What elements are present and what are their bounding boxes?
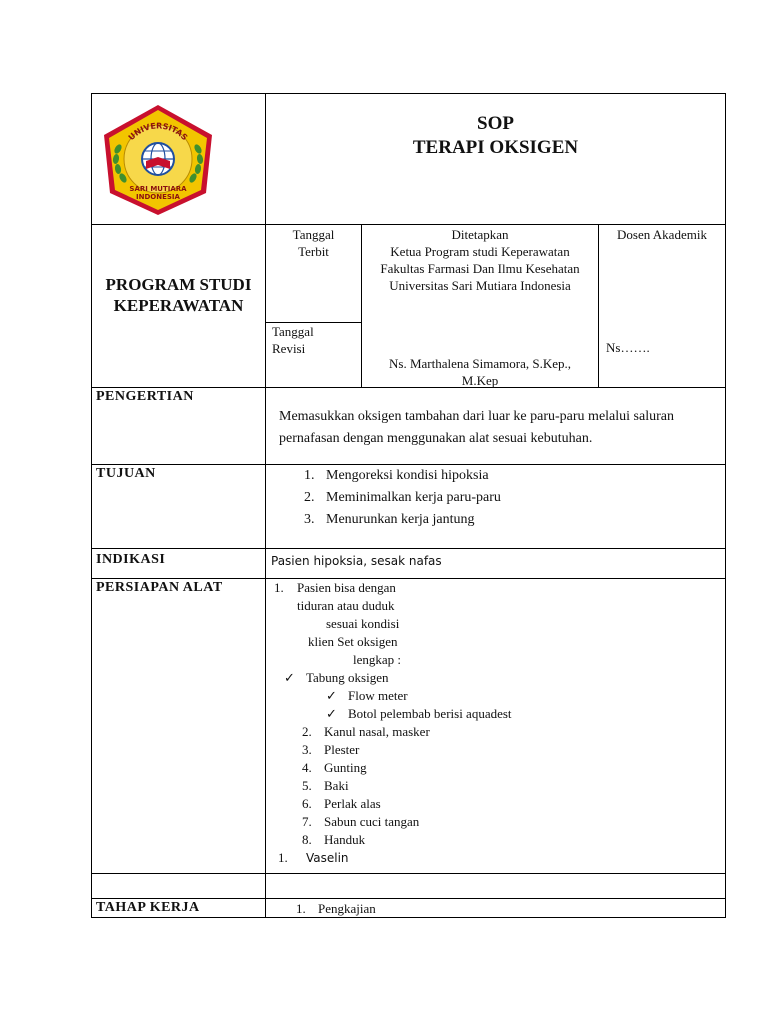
ditetapkan-line4: Universitas Sari Mutiara Indonesia [389,278,571,293]
list-item: 1. Mengoreksi kondisi hipoksia [304,468,489,483]
program-line1: PROGRAM STUDI [105,275,252,294]
terbit-line1: Tanggal [292,227,335,242]
signer-name [362,355,598,389]
check-icon: ✓ [326,706,337,721]
ditetapkan-line1: Ditetapkan [451,227,509,242]
persiapan-content [266,579,725,871]
revisi-line1: Tanggal [272,324,314,339]
intro-line5: lengkap : [353,652,402,667]
ditetapkan-line2: Ketua Program studi Keperawatan [390,244,570,259]
intro-num: 1. [274,580,284,595]
list-item: 4. Gunting [302,760,367,775]
title-line2: TERAPI OKSIGEN [412,137,579,158]
list-item: 2. Meminimalkan kerja paru-paru [304,490,501,505]
logo-name-line2: INDONESIA [136,193,180,201]
pengertian-label: PENGERTIAN [96,389,194,404]
list-item: 5. Baki [302,778,349,793]
list-item: 6. Perlak alas [302,796,381,811]
indikasi-part1: Pasien hipoksia [271,554,364,568]
signer-line2: M.Kep [461,373,499,388]
tujuan-list [304,465,714,531]
tabung-item: ✓ Tabung oksigen [284,670,389,685]
intro-line2: tiduran atau duduk [297,598,395,613]
ditetapkan-block [362,226,598,294]
document-title [266,112,725,160]
list-item: 3. Menurunkan kerja jantung [304,512,475,527]
list-item: 2. Kanul nasal, masker [302,724,430,739]
indikasi-text [271,553,442,569]
list-item: 3. Plester [302,742,360,757]
intro-line3: sesuai kondisi [326,616,400,631]
intro-line4: klien Set oksigen [308,634,398,649]
pengertian-line1: Memasukkan oksigen tambahan dari luar ke paru-paru melalui saluran [279,409,674,424]
revisi-line2: Revisi [272,341,306,356]
list-item: 7. Sabun cuci tangan [302,814,420,829]
indikasi-label: INDIKASI [96,552,166,567]
persiapan-list [302,723,430,849]
vaselin-item: 1. Vaselin [278,850,349,865]
program-name [92,274,265,316]
ditetapkan-line3: Fakultas Farmasi Dan Ilmu Kesehatan [380,261,580,276]
check-icon: ✓ [284,670,295,685]
intro-line1: Pasien bisa dengan [297,580,396,595]
persiapan-label: PERSIAPAN ALAT [96,580,223,595]
logo-arc-text: UNIVERSITAS [126,121,190,143]
tanggal-revisi [272,323,360,357]
title-line1: SOP [477,113,514,134]
dosen-label: Dosen Akademik [617,227,707,242]
check-icon: ✓ [326,688,337,703]
terbit-line2: Terbit [298,244,329,259]
pengertian-text [279,406,723,450]
dosen-value: Ns……. [606,340,650,355]
tahap-item: 1. Pengkajian [296,901,376,916]
logo-name-line1: SARI MUTIARA [129,185,187,193]
signer-line1: Ns. Marthalena Simamora, S.Kep., [389,356,571,371]
sub-item-botol: ✓ Botol pelembab berisi aquadest [326,706,512,721]
logo-emblem [96,101,220,219]
tujuan-label: TUJUAN [96,466,156,481]
tahap-label: TAHAP KERJA [96,900,200,915]
indikasi-part2: , sesak nafas [363,554,442,568]
list-item: 8. Handuk [302,832,366,847]
tanggal-terbit [266,226,361,260]
pengertian-line2: pernafasan dengan menggunakan alat sesuai kebutuhan. [279,431,593,446]
program-line2: KEPERAWATAN [113,296,244,315]
sub-item-flow: ✓ Flow meter [326,688,408,703]
university-logo [96,101,220,219]
